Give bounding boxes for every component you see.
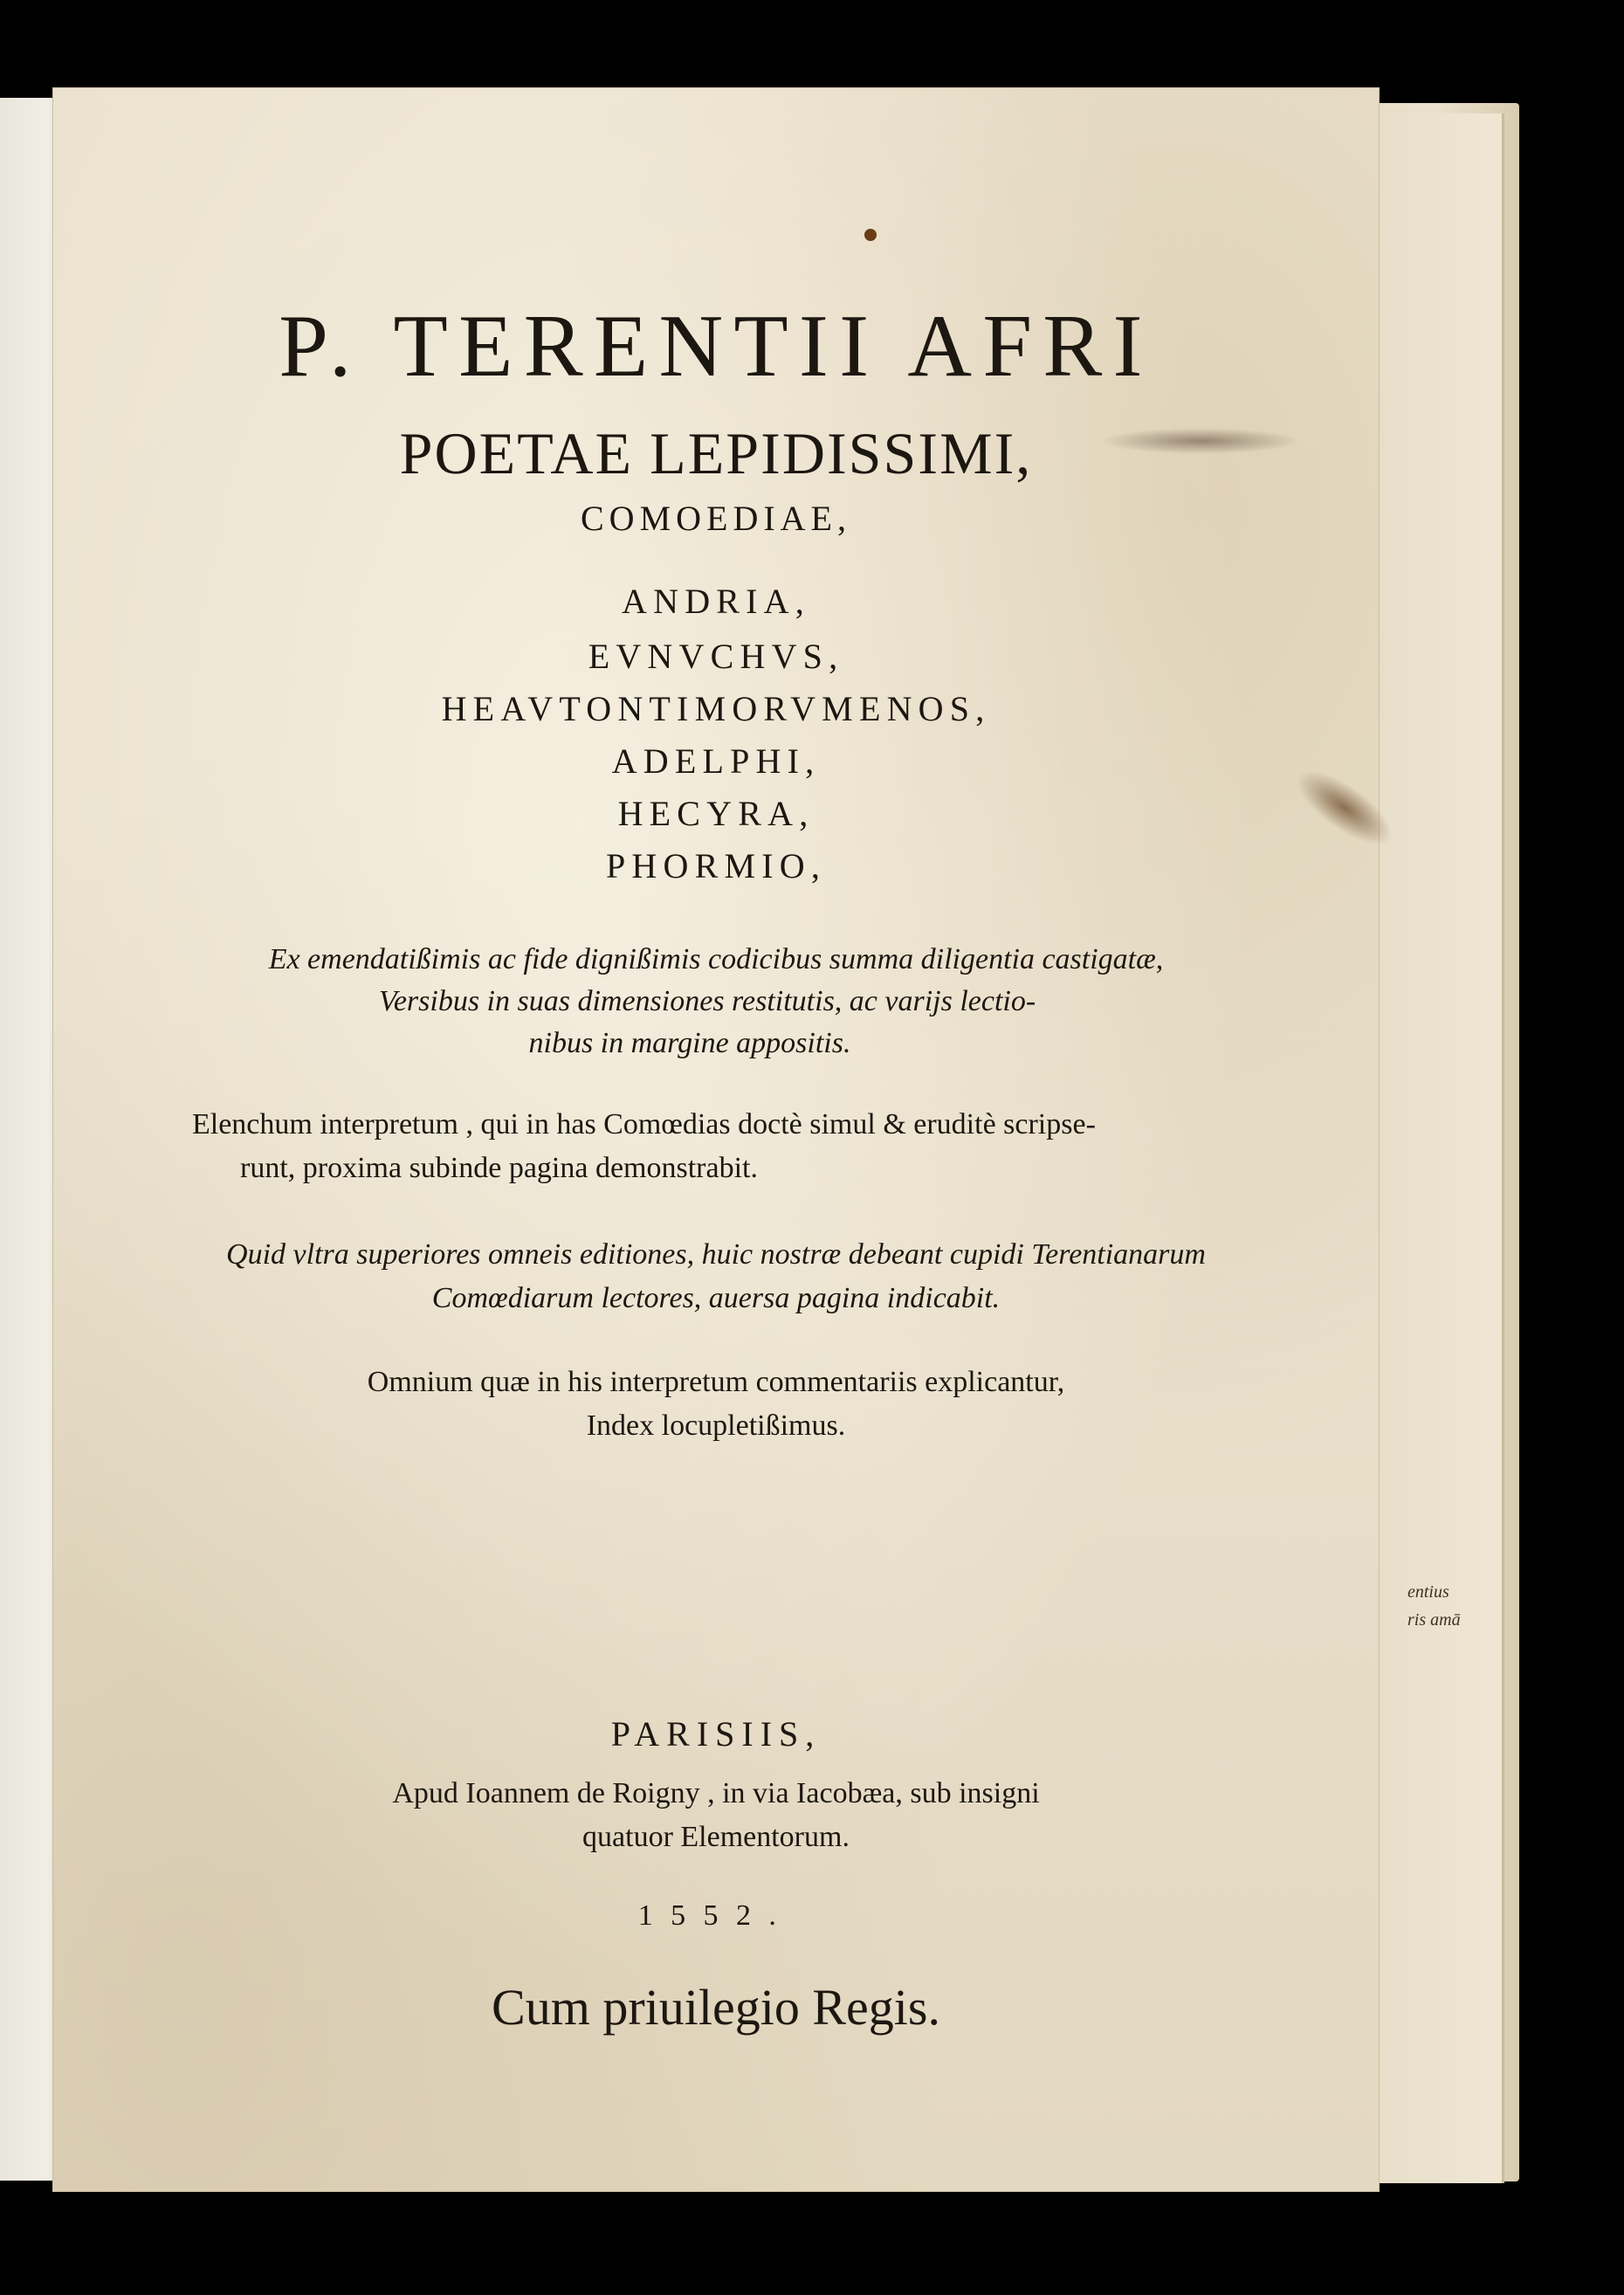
index-line: Omnium quæ in his interpretum commentariis explicantur, <box>367 1366 1065 1398</box>
emendation-line: Versibus in suas dimensiones restitutis, ac varijs lectio- <box>378 985 1036 1017</box>
index-line: Index locupletißimus. <box>586 1409 846 1442</box>
elenchum-line: Elenchum interpretum , qui in has Comœdias doctè simul & eruditè scripse- <box>192 1108 1096 1141</box>
play-title: HECYRA, <box>617 794 815 833</box>
play-title: EVNVCHVS, <box>588 637 844 676</box>
emendation-line: Ex emendatißimis ac fide dignißimis codicibus summa diligentia castigatæ, <box>268 943 1164 975</box>
back-leaf-text: ris amā <box>1407 1610 1461 1630</box>
title-epithet: POETAE LEPIDISSIMI, <box>399 420 1033 486</box>
imprint-sign: quatuor Elementorum. <box>582 1821 850 1853</box>
quid-ultra-line: Quid vltra superiores omneis editiones, huic nostræ debeant cupidi Terentianarum <box>226 1238 1206 1271</box>
play-title: ANDRIA, <box>622 582 810 621</box>
play-title: PHORMIO, <box>605 846 827 886</box>
play-title: ADELPHI, <box>611 741 821 781</box>
title-author: P. TERENTII AFRI <box>279 297 1153 396</box>
back-leaf-text: entius <box>1407 1582 1449 1602</box>
title-page <box>52 87 1380 2192</box>
ink-spot <box>864 229 877 241</box>
quid-ultra-line: Comœdiarum lectores, auersa pagina indicabit. <box>431 1282 1001 1314</box>
title-comoediae: COMOEDIAE, <box>581 499 851 538</box>
imprint-printer: Apud Ioannem de Roigny , in via Iacobæa, sub insigni <box>392 1777 1040 1809</box>
elenchum-line: runt, proxima subinde pagina demonstrabit. <box>240 1152 758 1184</box>
imprint-year: 1552. <box>637 1899 795 1932</box>
privilege-line: Cum priuilegio Regis. <box>492 1979 940 2036</box>
emendation-line: nibus in margine appositis. <box>528 1027 851 1059</box>
imprint-place: PARISIIS, <box>610 1714 822 1754</box>
play-title: HEAVTONTIMORVMENOS, <box>441 689 991 728</box>
